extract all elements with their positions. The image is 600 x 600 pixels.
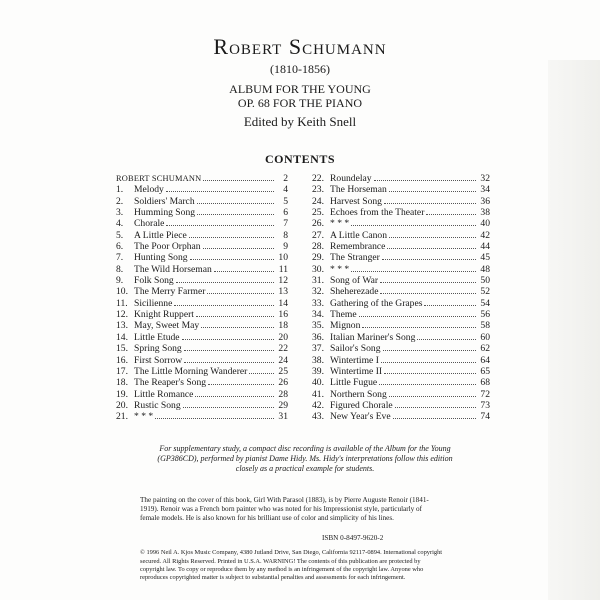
toc-entry-title: Little Romance <box>134 388 194 399</box>
toc-leader-dots <box>183 399 274 408</box>
toc-entry-page: 68 <box>480 377 490 388</box>
toc-leader-dots <box>207 285 274 294</box>
toc-left-column <box>116 172 288 422</box>
toc-entry <box>116 410 288 421</box>
toc-leader-dots <box>359 308 476 317</box>
toc-leader-dots <box>197 195 274 204</box>
toc-leader-dots <box>393 410 476 419</box>
toc-entry <box>116 399 288 410</box>
toc-entry-page: 24 <box>278 354 288 365</box>
page-edge <box>548 60 600 600</box>
toc-entry <box>116 183 288 194</box>
toc-entry <box>312 376 490 387</box>
toc-entry <box>312 297 490 308</box>
toc-entry-number: 2. <box>116 195 124 207</box>
toc-entry-number: 9. <box>116 275 124 286</box>
toc-entry-number: 24. <box>312 195 324 207</box>
toc-entry-title: Mignon <box>330 320 361 331</box>
toc-entry-page: 50 <box>480 275 490 286</box>
toc-entry-number: 33. <box>312 297 324 309</box>
toc-entry-page: 8 <box>283 229 288 241</box>
toc-entry-number: 26. <box>312 218 324 229</box>
toc-entry-number: 38. <box>312 354 324 365</box>
toc-leader-dots <box>176 274 274 283</box>
toc-entry-page: 73 <box>480 399 490 411</box>
toc-entry <box>116 319 288 330</box>
toc-entry-title: Italian Mariner's Song <box>330 331 416 343</box>
toc-entry <box>116 206 288 217</box>
toc-entry-number: 29. <box>312 252 324 263</box>
toc-entry-number: 6. <box>116 241 124 252</box>
toc-entry-title: Echoes from the Theater <box>330 207 425 218</box>
toc-entry-title: Soldiers' March <box>134 195 195 207</box>
toc-entry-title: Song of War <box>330 275 379 286</box>
toc-entry-title: Gathering of the Grapes <box>330 297 423 309</box>
toc-entry-number: 7. <box>116 252 124 263</box>
toc-entry-number: 20. <box>116 399 128 411</box>
toc-entry-number: 34. <box>312 309 324 320</box>
toc-entry-number: 18. <box>116 377 128 388</box>
toc-leader-dots <box>381 354 476 363</box>
toc-entry-page: 26 <box>278 377 288 388</box>
editor-credit: Edited by Keith Snell <box>243 114 357 129</box>
toc-entry-page: 72 <box>480 388 490 399</box>
toc-entry-title: Little Etude <box>134 331 180 343</box>
toc-leader-dots <box>389 183 476 192</box>
toc-entry <box>116 285 288 296</box>
toc-entry <box>116 308 288 319</box>
toc-entry-title: Knight Ruppert <box>134 309 194 320</box>
toc-entry <box>116 297 288 308</box>
toc-entry-number: 32. <box>312 286 324 297</box>
toc-entry-number: 13. <box>116 320 128 331</box>
toc-entry-title: Wintertime I <box>330 354 379 365</box>
toc-entry <box>116 388 288 399</box>
toc-entry <box>116 365 288 376</box>
toc-entry-page: 16 <box>278 309 288 320</box>
toc-entry-title: First Sorrow <box>134 354 183 365</box>
composer-name: Robert Schumann <box>213 34 387 59</box>
toc-entry <box>312 319 490 330</box>
toc-entry-page: 40 <box>480 218 490 229</box>
toc-entry-number: 39. <box>312 365 324 377</box>
toc-leader-dots <box>201 319 274 328</box>
toc-entry-title: Melody <box>134 184 164 195</box>
toc-leader-dots <box>166 183 274 192</box>
toc-entry <box>312 229 490 240</box>
toc-leader-dots <box>249 365 274 374</box>
toc-entry-page: 20 <box>278 331 288 343</box>
toc-entry-page: 52 <box>480 286 490 297</box>
toc-entry <box>312 240 490 251</box>
toc-entry-number: 22. <box>312 173 324 184</box>
toc-entry <box>116 274 288 285</box>
toc-entry-page: 58 <box>480 320 490 331</box>
toc-entry-page: 42 <box>480 229 490 241</box>
toc-entry-number: 17. <box>116 365 128 377</box>
toc-leader-dots <box>190 251 274 260</box>
toc-entry-number: 16. <box>116 354 128 365</box>
toc-entry-page: 9 <box>283 241 288 252</box>
toc-entry-title: Sheherezade <box>330 286 379 297</box>
toc-leader-dots <box>362 319 476 328</box>
toc-entry-title: * * * <box>134 411 154 422</box>
toc-entry-number: 10. <box>116 286 128 297</box>
toc-entry-title: Harvest Song <box>330 195 382 207</box>
toc-entry <box>116 342 288 353</box>
toc-entry-title: * * * <box>330 218 350 229</box>
header <box>0 34 600 130</box>
toc-entry-page: 45 <box>480 252 490 263</box>
toc-leader-dots <box>195 388 274 397</box>
toc-entry <box>116 251 288 262</box>
toc-entry-title: May, Sweet May <box>134 320 200 331</box>
toc-entry <box>312 195 490 206</box>
composer-dates: (1810-1856) <box>270 62 330 76</box>
toc-entry-number: 5. <box>116 229 124 241</box>
toc-entry-page: 5 <box>283 195 288 207</box>
toc-leader-dots <box>384 195 476 204</box>
toc-leader-dots <box>203 240 274 249</box>
toc-leader-dots <box>182 331 274 340</box>
toc-entry-page: 34 <box>480 184 490 195</box>
toc-entry-page: 29 <box>278 399 288 411</box>
toc-entry-title: The Stranger <box>330 252 380 263</box>
toc-leader-dots <box>214 263 274 272</box>
copyright-notice: © 1996 Neil A. Kjos Music Company, 4380 Jutland Drive, San Diego, California 92117-0894. International copyright secured. All Rights Reserved. Printed in U.S.A. WARNING! The contents of this publication are protected by copyright law. To copy or reproduce them by any method is an infringement of the copyright law. Anyone who reproduces copyrighted matter is subject to substantial penalties and assessments for each infringement. <box>140 549 443 581</box>
toc-entry-page: 2 <box>283 173 288 184</box>
toc-entry-title: A Little Piece <box>134 229 187 241</box>
painting-note: The painting on the cover of this book, Girl With Parasol (1883), is by Pierre Auguste Renoir (1841-1919). Renoir was a French born painter who was noted for his Impressionist style, particularly of female models. He is also known for his brilliant use of color and simplicity of his lines. <box>140 496 429 523</box>
toc-entry <box>312 399 490 410</box>
toc-entry-page: 74 <box>480 411 490 422</box>
toc-entry <box>116 376 288 387</box>
toc-entry <box>312 342 490 353</box>
toc-entry <box>312 172 490 183</box>
toc-entry-number: 25. <box>312 207 324 218</box>
toc-entry-page: 12 <box>278 275 288 286</box>
toc-entry <box>116 240 288 251</box>
toc-entry-number: 11. <box>116 297 128 309</box>
toc-entry <box>116 331 288 342</box>
toc-leader-dots <box>374 172 476 181</box>
toc-entry-page: 7 <box>283 218 288 229</box>
toc-entry <box>312 410 490 421</box>
toc-entry-number: 19. <box>116 388 128 399</box>
toc-entry <box>312 331 490 342</box>
toc-leader-dots <box>426 206 476 215</box>
toc-entry-page: 4 <box>283 184 288 195</box>
toc-leader-dots <box>174 297 274 306</box>
toc-entry-number: 41. <box>312 388 324 399</box>
toc-entry-number: 30. <box>312 263 324 275</box>
toc-entry-title: New Year's Eve <box>330 411 391 422</box>
toc-entry <box>312 183 490 194</box>
toc-entry-title: The Poor Orphan <box>134 241 201 252</box>
toc-entry-title: Hunting Song <box>134 252 188 263</box>
toc-leader-dots <box>384 365 476 374</box>
toc-entry-page: 65 <box>480 365 490 377</box>
toc-entry-number: 42. <box>312 399 324 411</box>
toc-entry-title: Folk Song <box>134 275 174 286</box>
toc-entry-title: Little Fugue <box>330 377 378 388</box>
toc-entry-page: 10 <box>278 252 288 263</box>
toc-leader-dots <box>395 399 476 408</box>
toc-entry-title: ROBERT SCHUMANN <box>116 174 202 183</box>
toc-entry-number: 8. <box>116 263 124 275</box>
toc-leader-dots <box>184 342 274 351</box>
toc-entry-number: 27. <box>312 229 324 241</box>
toc-leader-dots <box>387 240 476 249</box>
toc-entry <box>312 206 490 217</box>
toc-entry-number: 28. <box>312 241 324 252</box>
toc-entry-page: 62 <box>480 343 490 354</box>
toc-leader-dots <box>380 274 476 283</box>
toc-entry-page: 18 <box>278 320 288 331</box>
toc-entry-page: 48 <box>480 263 490 275</box>
toc-leader-dots <box>184 354 274 363</box>
toc-leader-dots <box>424 297 476 306</box>
toc-entry-title: The Little Morning Wanderer <box>134 365 248 377</box>
toc-entry-title: The Horseman <box>330 184 387 195</box>
toc-entry-title: Rustic Song <box>134 399 181 411</box>
toc-entry-number: 35. <box>312 320 324 331</box>
toc-entry-title: The Wild Horseman <box>134 263 212 275</box>
toc-entry-title: Figured Chorale <box>330 399 393 411</box>
toc-entry-page: 56 <box>480 309 490 320</box>
toc-leader-dots <box>389 388 476 397</box>
toc-entry-number: 12. <box>116 309 128 320</box>
toc-leader-dots <box>351 217 476 226</box>
toc-leader-dots <box>351 263 476 272</box>
toc-entry-number: 4. <box>116 218 124 229</box>
toc-entry-title: Sicilienne <box>134 297 173 309</box>
toc-entry <box>116 217 288 228</box>
toc-entry-page: 14 <box>278 297 288 309</box>
toc-entry-title: Sailor's Song <box>330 343 381 354</box>
toc-entry <box>312 285 490 296</box>
toc-leader-dots <box>203 172 274 181</box>
toc-leader-dots <box>155 410 274 419</box>
contents-heading: CONTENTS <box>264 152 336 166</box>
isbn: ISBN 0-8497-9620-2 <box>322 534 384 543</box>
toc-entry-title: Theme <box>330 309 357 320</box>
toc-entry <box>312 354 490 365</box>
toc-entry-page: 11 <box>278 263 288 275</box>
toc-entry <box>312 274 490 285</box>
toc-entry-title: Spring Song <box>134 343 182 354</box>
supplement-note: For supplementary study, a compact disc recording is available of the Album for the Young (GP386CD), performed by pianist Dame Hidy. Ms. Hidy's interpretations follow this edition closely as a practical example for students. <box>157 444 453 473</box>
toc-entry-title: A Little Canon <box>330 229 388 241</box>
toc-entry <box>116 354 288 365</box>
toc-entry <box>312 263 490 274</box>
toc-leader-dots <box>383 342 476 351</box>
toc-entry-title: The Reaper's Song <box>134 377 207 388</box>
toc-entry-number: 21. <box>116 411 128 422</box>
toc-entry-title: * * * <box>330 263 350 275</box>
toc-entry <box>312 365 490 376</box>
opus-title: OP. 68 FOR THE PIANO <box>237 96 363 110</box>
toc-entry-number: 3. <box>116 207 124 218</box>
toc-entry-title: Humming Song <box>134 207 196 218</box>
toc-entry-page: 38 <box>480 207 490 218</box>
toc-leader-dots <box>196 308 274 317</box>
toc-entry <box>116 229 288 240</box>
toc-entry-page: 60 <box>480 331 490 343</box>
toc-entry <box>116 263 288 274</box>
toc-entry-number: 1. <box>116 184 124 195</box>
toc-entry-page: 25 <box>278 365 288 377</box>
toc-entry-page: 44 <box>480 241 490 252</box>
toc-entry <box>312 388 490 399</box>
toc-entry-page: 54 <box>480 297 490 309</box>
toc-entry-title: Roundelay <box>330 173 372 184</box>
toc-right-column <box>312 172 490 422</box>
toc-leader-dots <box>380 285 476 294</box>
toc-entry-title: Remembrance <box>330 241 386 252</box>
toc-leader-dots <box>379 376 476 385</box>
toc-leader-dots <box>166 217 274 226</box>
toc-entry-title: Chorale <box>134 218 165 229</box>
toc-entry-title: The Merry Farmer <box>134 286 206 297</box>
toc-leader-dots <box>417 331 476 340</box>
toc-entry-page: 13 <box>278 286 288 297</box>
toc-entry-page: 6 <box>283 207 288 218</box>
toc-entry-number: 15. <box>116 343 128 354</box>
toc-entry-title: Wintertime II <box>330 365 383 377</box>
toc-entry-title: Northern Song <box>330 388 387 399</box>
toc-entry-page: 28 <box>278 388 288 399</box>
toc-entry-page: 32 <box>480 173 490 184</box>
toc-entry-number: 40. <box>312 377 324 388</box>
toc-entry-number: 31. <box>312 275 324 286</box>
toc-entry <box>116 195 288 206</box>
toc-entry-page: 64 <box>480 354 490 365</box>
toc-leader-dots <box>389 229 476 238</box>
toc-entry-number: 14. <box>116 331 128 343</box>
toc-leader-dots <box>208 376 274 385</box>
toc-entry-page: 22 <box>278 343 288 354</box>
album-title: ALBUM FOR THE YOUNG <box>229 82 371 96</box>
toc-entry <box>312 251 490 262</box>
toc-leader-dots <box>197 206 274 215</box>
toc-entry-number: 23. <box>312 184 324 195</box>
toc-entry-number: 37. <box>312 343 324 354</box>
toc-entry-page: 36 <box>480 195 490 207</box>
toc-entry-number: 43. <box>312 411 324 422</box>
toc-entry-number: 36. <box>312 331 324 343</box>
toc-entry <box>312 308 490 319</box>
toc-entry <box>312 217 490 228</box>
toc-leader-dots <box>189 229 274 238</box>
toc-entry-page: 31 <box>278 411 288 422</box>
toc-entry <box>116 172 288 183</box>
toc-leader-dots <box>382 251 476 260</box>
